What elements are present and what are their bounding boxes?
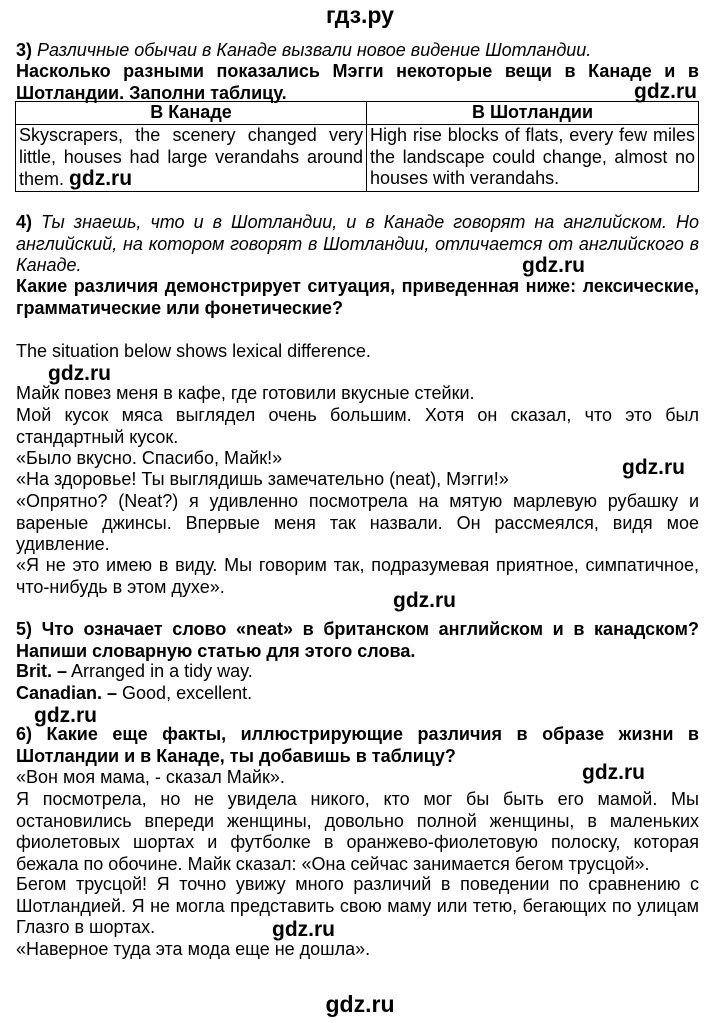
q5-brit xyxy=(16,661,699,683)
q6-task: 6) Какие еще факты, иллюстрирующие различия в образе жизни в Шотландии и в Канаде, ты добавишь в таблицу? xyxy=(16,724,699,766)
watermark: gdz.ru xyxy=(522,254,585,277)
watermark: gdz.ru xyxy=(48,362,111,385)
q5-task: 5) Что означает слово «neat» в британском английском и в канадском? Напиши словарную статью для этого слова. xyxy=(16,619,699,661)
q6-story-line: Бегом трусцой! Я точно увижу много различий в поведении по сравнению с Шотландией. Я не могла представить свою маму или тетю, бегающих по улицам Глазго в шортах. xyxy=(16,874,699,938)
q4-story-line: «Я не это имею в виду. Мы говорим так, подразумевая приятное, симпатичное, что-нибудь в этом духе». xyxy=(16,555,699,597)
q3-intro-text: Различные обычаи в Канаде вызвали новое видение Шотландии. xyxy=(37,40,592,60)
table-cell-scotland: High rise blocks of flats, every few miles the landscape could change, almost no houses with verandahs. xyxy=(367,125,699,192)
q6-story-line: «Наверное туда эта мода еще не дошла». xyxy=(16,939,371,959)
q5-brit-label: Brit. – xyxy=(16,661,68,681)
q6-story-line: «Вон моя мама, - сказал Майк». xyxy=(16,767,285,787)
watermark: gdz.ru xyxy=(34,704,97,727)
q5-canadian xyxy=(16,683,699,705)
comparison-table xyxy=(15,101,699,192)
watermark: gdz.ru xyxy=(393,589,456,612)
q3-intro xyxy=(16,40,699,62)
q4-story-line: «Было вкусно. Спасибо, Майк!» xyxy=(16,448,283,468)
q4-story-line: «Опрятно? (Neat?) я удивленно посмотрела на мятую марлевую рубашку и вареные джинсы. Впервые меня так назвали. Он рассмеялся, видя мое удивление. xyxy=(16,491,699,555)
q4-number: 4) xyxy=(16,212,33,232)
q5-brit-text: Arranged in a tidy way. xyxy=(67,661,253,681)
table-header-row xyxy=(16,102,699,125)
watermark: gdz.ru xyxy=(272,918,335,941)
q6-story-line: Я посмотрела, но не увидела никого, кто мог бы быть его мамой. Мы остановились впереди женщины, довольно полной женщины, в маленьких фиолетовых шортах и футболке в оранжево-фиолетовую полоску, которая бежала по обочине. Майк сказал: «Она сейчас занимается бегом трусцой». xyxy=(16,789,699,874)
q4-story-line: «На здоровье! Ты выглядишь замечательно (neat), Мэгги!» xyxy=(16,469,509,489)
q5-canadian-label: Canadian. – xyxy=(16,683,118,703)
q4-story-line: Мой кусок мяса выглядел очень большим. Хотя он сказал, что это был стандартный кусок. xyxy=(16,405,699,447)
q4-intro xyxy=(16,212,699,277)
q3-task: Насколько разными показались Мэгги некоторые вещи в Канаде и в Шотландии. Заполни таблицу. xyxy=(16,61,699,103)
q4-answer: The situation below shows lexical difference. xyxy=(16,341,371,361)
table-header-canada: В Канаде xyxy=(16,102,367,125)
watermark: gdz.ru xyxy=(69,167,133,191)
watermark: gdz.ru xyxy=(634,80,697,103)
site-header: гдз.ру xyxy=(326,2,394,28)
q4-intro-text: Ты знаешь, что и в Шотландии, и в Канаде говорят на английском. Но английский, на котором говорят в Шотландии, отличается от английского в Канаде. xyxy=(16,212,699,276)
q3-number: 3) xyxy=(16,40,33,60)
footer-watermark: gdz.ru xyxy=(325,991,395,1017)
table-cell-canada: Skyscrapers, the scenery changed very little, houses had large verandahs around them. xyxy=(19,125,363,190)
q4-task: Какие различия демонстрирует ситуация, приведенная ниже: лексические, грамматические или фонетические? xyxy=(16,276,699,318)
q5-canadian-text: Good, excellent. xyxy=(117,683,253,703)
watermark: gdz.ru xyxy=(582,761,645,784)
table-row xyxy=(16,125,699,192)
table-header-scotland: В Шотландии xyxy=(367,102,699,125)
table-cell xyxy=(16,125,367,192)
q4-story-line: Майк повез меня в кафе, где готовили вкусные стейки. xyxy=(16,383,475,403)
watermark: gdz.ru xyxy=(622,456,685,479)
